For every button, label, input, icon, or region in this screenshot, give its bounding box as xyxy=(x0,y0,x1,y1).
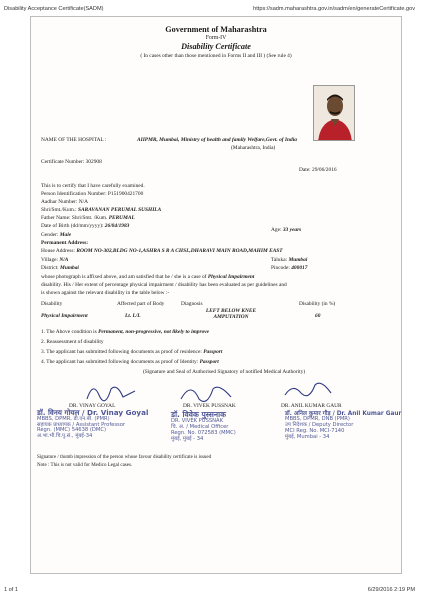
hospital-label: NAME OF THE HOSPITAL : xyxy=(41,137,107,143)
doc-title: Disability Certificate xyxy=(181,42,251,52)
percentage-line: disability. His / Her extent of percentage physical impairment / disability has been evaluated as per guidelines and xyxy=(41,282,287,288)
stamp-gaur: डॉ. अनिल कुमार गौड़ / Dr. Anil Kumar Gaur MBBS, DPMR, DNB (PMR) उप निदेशक / Deputy Director MCI Reg. No. MCI-7140 मुंबई, Mumbai - 34 xyxy=(285,411,402,440)
condition-4-value: Passport xyxy=(199,359,219,365)
table-header-disability: Disability xyxy=(41,301,63,307)
pincode-label: Pincode: xyxy=(271,265,290,271)
signatory-goyal: DR. VINAY GOYAL xyxy=(69,403,116,409)
age-label: Age: xyxy=(271,227,282,233)
dob-label: Date of Birth (dd/mm/yyyy): xyxy=(41,223,104,229)
table-header-diagnosis: Diagnosis xyxy=(181,301,203,307)
photo-affirmation-text: whose photograph is affixed above, and am satisfied that he / she is a case of xyxy=(41,274,207,280)
age-row xyxy=(271,227,301,233)
father-name: PERUMAL xyxy=(108,215,135,221)
condition-4-label: 4. The applicant has submitted following documents as proof of Identity: xyxy=(41,359,199,365)
impairment-type-inline: Physical Impairment xyxy=(207,274,255,280)
browser-print-footer xyxy=(0,580,425,600)
table-cell-body-part: Lt. L/L xyxy=(125,313,141,319)
house-address-label: House Address: xyxy=(41,248,75,254)
condition-3-label: 3. The applicant has submitted following documents as proof of residence: xyxy=(41,349,202,355)
aadhar-number: Aadhar Number: N/A xyxy=(41,199,89,205)
table-intro-line: is shown against the relevant disability in the table below :- xyxy=(41,290,170,296)
gov-title: Government of Maharashtra xyxy=(165,25,267,34)
village-label: Village: xyxy=(41,257,59,263)
gender-row xyxy=(41,232,71,238)
taluka-value: Mumbai xyxy=(288,257,308,263)
certificate-page xyxy=(30,16,402,574)
table-header-percent: Disability (in %) xyxy=(299,301,336,307)
pincode-row xyxy=(271,265,307,271)
page-url[interactable]: https://sadm.maharashtra.gov.in/sadm/en/generateCertificate.gov xyxy=(253,6,415,12)
pincode-value: 400017 xyxy=(291,265,308,271)
house-address: ROOM NO-302,BLDG NO-1,ASHRA S R A CHSL,DHARAVI MAIN ROAD,MAHIM EAST xyxy=(76,248,283,254)
applicant-photo xyxy=(313,85,355,141)
condition-1 xyxy=(41,329,209,335)
father-name-label: Father Name: Shri/Smt. /Kum. xyxy=(41,215,108,221)
tab-title: Disability Acceptance Certificate(SADM) xyxy=(4,6,104,12)
certificate-header xyxy=(31,25,401,59)
permanent-address-heading: Permanent Address: xyxy=(41,240,89,246)
condition-2: 2. Reassessment of disability xyxy=(41,339,104,345)
applicant-name-label: Shri/Smt./Kum.: xyxy=(41,207,77,213)
condition-1-label: 1. The Above condition is xyxy=(41,329,97,335)
medico-legal-note: Note : This is not valid for Medico Legal cases. xyxy=(37,463,133,468)
district-row xyxy=(41,265,79,271)
certificate-number: Certificate Number: 302908 xyxy=(41,159,102,165)
house-address-row xyxy=(41,248,283,254)
table-cell-diagnosis: LEFT BELOW KNEE AMPUTATION xyxy=(205,308,257,321)
dob-row xyxy=(41,223,129,229)
village-row xyxy=(41,257,68,263)
signature-authority-line: (Signature and Seal of Authorised Signatory of notified Medical Authority) xyxy=(143,369,306,375)
hospital-location: (Maharashtra, India) xyxy=(231,145,276,151)
father-name-row xyxy=(41,215,135,221)
table-cell-disability: Physical Impairment xyxy=(41,313,88,319)
condition-3 xyxy=(41,349,222,355)
stamp-pussnak: डॉ. विवेक पुस्सनाक DR. VIVEK PUSSNAK चि. अ. / Medical Officer Regn. No. 072583 (MMC) मुंबई, मुंबई - 34 xyxy=(171,410,236,442)
condition-4 xyxy=(41,359,219,365)
stamp-goyal: डॉ. विनय गोयल / Dr. Vinay Goyal MBBS, DPMR, डी.एन.बी. (PMR) सहायक प्राध्यापक / Assistant Professor Regn. (MMC) 54638 (DMC) अ.भा.भौ.चि.पु.सं., मुंबई-34 xyxy=(37,408,149,440)
signatory-gaur: DR. ANIL KUMAR GAUR xyxy=(281,403,342,409)
condition-3-value: Passport xyxy=(203,349,223,355)
taluka-row xyxy=(271,257,307,263)
condition-1-value: Permanent, non-progressive, not likely to improve xyxy=(98,329,210,335)
village-value: N/A xyxy=(59,257,69,263)
gender-value: Male xyxy=(59,232,72,238)
person-id-number: Person Identification Number: P151900421700 xyxy=(41,191,144,197)
gender-label: Gender: xyxy=(41,232,59,238)
applicant-name-row xyxy=(41,207,161,213)
age-value: 33 years xyxy=(282,227,302,233)
dob-value: 26/04/1983 xyxy=(104,223,130,229)
certificate-date: Date: 29/06/2016 xyxy=(299,167,337,173)
photo-affirmation-line xyxy=(41,274,254,280)
hospital-name: AIIPMR, Mumbai, Ministry of health and family Welfare,Govt. of India xyxy=(137,137,297,143)
district-value: Mumbai xyxy=(60,265,79,271)
certify-line: This is to certify that I have carefully examined. xyxy=(41,183,145,189)
table-header-body-part: Affected part of Body xyxy=(117,301,165,307)
form-number: Form-IV xyxy=(205,35,227,42)
thumb-impression-line: Signature / thumb impression of the person whose favour disability certificate is issued xyxy=(37,455,212,460)
applicant-name: SARAVANAN PERUMAL SUSHILA xyxy=(78,207,162,213)
taluka-label: Taluka: xyxy=(271,257,288,263)
print-datetime: 6/29/2016 2:19 PM xyxy=(367,587,415,593)
district-label: District: xyxy=(41,265,59,271)
table-cell-percent: 60 xyxy=(315,313,321,319)
doc-subtitle: ( In cases other than those mentioned in Forms II and III ) (See rule 4) xyxy=(140,52,292,59)
page-counter: 1 of 1 xyxy=(4,587,18,593)
signatory-pussnak: DR. VIVEK PUSSNAK xyxy=(183,403,236,409)
